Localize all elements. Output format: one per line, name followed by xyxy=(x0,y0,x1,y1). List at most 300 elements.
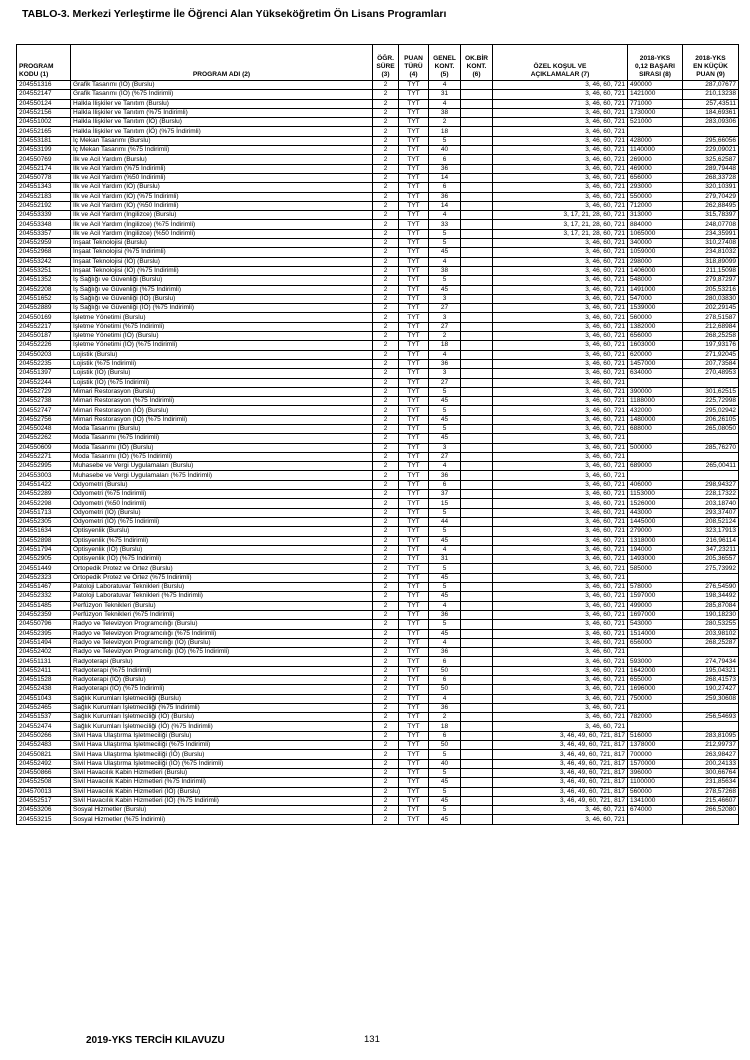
okbir-quota-cell xyxy=(461,610,493,619)
program-name-cell: Grafik Tasarımı (İÖ) (%75 İndirimli) xyxy=(71,90,373,99)
general-quota-cell: 36 xyxy=(429,703,461,712)
program-code-cell: 204552359 xyxy=(17,610,71,619)
success-rank-cell: 293000 xyxy=(628,183,683,192)
table-header-row xyxy=(17,45,739,81)
program-code-cell: 204551002 xyxy=(17,118,71,127)
table-row xyxy=(17,508,739,517)
okbir-quota-cell xyxy=(461,462,493,471)
okbir-quota-cell xyxy=(461,127,493,136)
min-score-cell: 320,10391 xyxy=(683,183,739,192)
score-type-cell: TYT xyxy=(399,341,429,350)
success-rank-cell: 1378000 xyxy=(628,741,683,750)
program-code-cell: 204550203 xyxy=(17,350,71,359)
success-rank-cell: 547000 xyxy=(628,294,683,303)
success-rank-cell: 1514000 xyxy=(628,629,683,638)
min-score-cell: 200,24133 xyxy=(683,759,739,768)
duration-cell: 2 xyxy=(373,397,399,406)
success-rank-cell: 1539000 xyxy=(628,304,683,313)
program-name-cell: Radyo ve Televizyon Programcılığı (Burslu) xyxy=(71,620,373,629)
program-code-cell: 204552465 xyxy=(17,703,71,712)
score-type-cell: TYT xyxy=(399,815,429,824)
table-row xyxy=(17,127,739,136)
general-quota-cell: 4 xyxy=(429,545,461,554)
general-quota-cell: 27 xyxy=(429,322,461,331)
program-code-cell: 204551494 xyxy=(17,638,71,647)
program-name-cell: Optisyenlik (%75 İndirimli) xyxy=(71,536,373,545)
general-quota-cell: 45 xyxy=(429,815,461,824)
program-name-cell: Moda Tasarımı (%75 İndirimli) xyxy=(71,434,373,443)
header-min-score: 2018-YKS EN KÜÇÜK PUAN (9) xyxy=(683,45,739,81)
min-score-cell: 279,70429 xyxy=(683,192,739,201)
table-row xyxy=(17,415,739,424)
notes-cell: 3, 46, 60, 721 xyxy=(493,192,628,201)
success-rank-cell: 428000 xyxy=(628,136,683,145)
okbir-quota-cell xyxy=(461,220,493,229)
program-code-cell: 204552332 xyxy=(17,592,71,601)
program-code-cell: 204552208 xyxy=(17,285,71,294)
duration-cell: 2 xyxy=(373,806,399,815)
okbir-quota-cell xyxy=(461,322,493,331)
notes-cell: 3, 46, 60, 721 xyxy=(493,415,628,424)
min-score-cell: 234,81032 xyxy=(683,248,739,257)
min-score-cell xyxy=(683,452,739,461)
table-row xyxy=(17,443,739,452)
score-type-cell: TYT xyxy=(399,620,429,629)
table-row xyxy=(17,90,739,99)
min-score-cell: 285,76270 xyxy=(683,443,739,452)
score-type-cell: TYT xyxy=(399,490,429,499)
duration-cell: 2 xyxy=(373,146,399,155)
duration-cell: 2 xyxy=(373,638,399,647)
program-name-cell: Sivil Havacılık Kabin Hizmetleri (İÖ) (%75 İndirimli) xyxy=(71,796,373,805)
general-quota-cell: 36 xyxy=(429,648,461,657)
min-score-cell: 271,92045 xyxy=(683,350,739,359)
table-row xyxy=(17,146,739,155)
success-rank-cell xyxy=(628,434,683,443)
program-code-cell: 204553003 xyxy=(17,471,71,480)
duration-cell: 2 xyxy=(373,648,399,657)
score-type-cell: TYT xyxy=(399,583,429,592)
min-score-cell: 205,53216 xyxy=(683,285,739,294)
min-score-cell: 268,25287 xyxy=(683,638,739,647)
min-score-cell: 280,03830 xyxy=(683,294,739,303)
score-type-cell: TYT xyxy=(399,183,429,192)
okbir-quota-cell xyxy=(461,815,493,824)
score-type-cell: TYT xyxy=(399,248,429,257)
success-rank-cell: 655000 xyxy=(628,676,683,685)
success-rank-cell: 432000 xyxy=(628,406,683,415)
table-row xyxy=(17,369,739,378)
min-score-cell: 212,99737 xyxy=(683,741,739,750)
success-rank-cell: 390000 xyxy=(628,387,683,396)
score-type-cell: TYT xyxy=(399,787,429,796)
okbir-quota-cell xyxy=(461,108,493,117)
general-quota-cell: 5 xyxy=(429,620,461,629)
score-type-cell: TYT xyxy=(399,81,429,90)
program-code-cell: 204551043 xyxy=(17,694,71,703)
general-quota-cell: 6 xyxy=(429,676,461,685)
duration-cell: 2 xyxy=(373,471,399,480)
success-rank-cell: 1493000 xyxy=(628,555,683,564)
success-rank-cell: 1100000 xyxy=(628,778,683,787)
program-code-cell: 204552192 xyxy=(17,201,71,210)
general-quota-cell: 45 xyxy=(429,778,461,787)
general-quota-cell: 18 xyxy=(429,341,461,350)
notes-cell: 3, 46, 60, 721 xyxy=(493,294,628,303)
program-name-cell: İnşaat Teknolojisi (Burslu) xyxy=(71,239,373,248)
duration-cell: 2 xyxy=(373,192,399,201)
notes-cell: 3, 46, 60, 721 xyxy=(493,173,628,182)
score-type-cell: TYT xyxy=(399,406,429,415)
notes-cell: 3, 46, 60, 721 xyxy=(493,276,628,285)
notes-cell: 3, 46, 60, 721 xyxy=(493,434,628,443)
score-type-cell: TYT xyxy=(399,99,429,108)
duration-cell: 2 xyxy=(373,778,399,787)
min-score-cell: 195,04321 xyxy=(683,666,739,675)
min-score-cell: 285,87084 xyxy=(683,601,739,610)
score-type-cell: TYT xyxy=(399,685,429,694)
program-name-cell: Halkla İlişkiler ve Tanıtım (İÖ) (Burslu) xyxy=(71,118,373,127)
duration-cell: 2 xyxy=(373,759,399,768)
notes-cell: 3, 46, 60, 721 xyxy=(493,359,628,368)
duration-cell: 2 xyxy=(373,276,399,285)
general-quota-cell: 40 xyxy=(429,146,461,155)
okbir-quota-cell xyxy=(461,266,493,275)
program-code-cell: 204552244 xyxy=(17,378,71,387)
duration-cell: 2 xyxy=(373,229,399,238)
score-type-cell: TYT xyxy=(399,778,429,787)
duration-cell: 2 xyxy=(373,434,399,443)
program-code-cell: 204552226 xyxy=(17,341,71,350)
notes-cell: 3, 46, 60, 721 xyxy=(493,676,628,685)
duration-cell: 2 xyxy=(373,220,399,229)
general-quota-cell: 45 xyxy=(429,592,461,601)
notes-cell: 3, 46, 49, 60, 721, 817 xyxy=(493,796,628,805)
table-row xyxy=(17,555,739,564)
table-row xyxy=(17,471,739,480)
notes-cell: 3, 46, 60, 721 xyxy=(493,564,628,573)
okbir-quota-cell xyxy=(461,796,493,805)
score-type-cell: TYT xyxy=(399,434,429,443)
program-name-cell: İlk ve Acil Yardım (İngilizce) (%50 İndirimli) xyxy=(71,229,373,238)
min-score-cell xyxy=(683,815,739,824)
notes-cell: 3, 46, 60, 721 xyxy=(493,443,628,452)
guide-footer: 2019-YKS TERCİH KILAVUZU xyxy=(86,1035,225,1046)
okbir-quota-cell xyxy=(461,722,493,731)
score-type-cell: TYT xyxy=(399,703,429,712)
okbir-quota-cell xyxy=(461,332,493,341)
general-quota-cell: 50 xyxy=(429,685,461,694)
success-rank-cell: 279000 xyxy=(628,527,683,536)
success-rank-cell: 550000 xyxy=(628,192,683,201)
table-row xyxy=(17,517,739,526)
program-name-cell: İç Mekan Tasarımı (Burslu) xyxy=(71,136,373,145)
program-code-cell: 204552889 xyxy=(17,304,71,313)
success-rank-cell: 1642000 xyxy=(628,666,683,675)
table-row xyxy=(17,304,739,313)
notes-cell: 3, 46, 60, 721 xyxy=(493,471,628,480)
min-score-cell: 211,15098 xyxy=(683,266,739,275)
duration-cell: 2 xyxy=(373,201,399,210)
min-score-cell: 295,66056 xyxy=(683,136,739,145)
score-type-cell: TYT xyxy=(399,136,429,145)
okbir-quota-cell xyxy=(461,192,493,201)
okbir-quota-cell xyxy=(461,545,493,554)
score-type-cell: TYT xyxy=(399,387,429,396)
min-score-cell: 325,62587 xyxy=(683,155,739,164)
notes-cell: 3, 46, 60, 721 xyxy=(493,480,628,489)
okbir-quota-cell xyxy=(461,350,493,359)
success-rank-cell: 1065000 xyxy=(628,229,683,238)
table-row xyxy=(17,499,739,508)
duration-cell: 2 xyxy=(373,424,399,433)
duration-cell: 2 xyxy=(373,731,399,740)
general-quota-cell: 5 xyxy=(429,583,461,592)
score-type-cell: TYT xyxy=(399,741,429,750)
success-rank-cell: 469000 xyxy=(628,164,683,173)
score-type-cell: TYT xyxy=(399,350,429,359)
program-name-cell: Sivil Hava Ulaştırma İşletmeciliği (İÖ) (Burslu) xyxy=(71,750,373,759)
program-name-cell: Sivil Havacılık Kabin Hizmetleri (Burslu) xyxy=(71,768,373,777)
general-quota-cell: 31 xyxy=(429,555,461,564)
success-rank-cell xyxy=(628,378,683,387)
okbir-quota-cell xyxy=(461,573,493,582)
okbir-quota-cell xyxy=(461,452,493,461)
notes-cell: 3, 46, 60, 721 xyxy=(493,118,628,127)
program-code-cell: 204552492 xyxy=(17,759,71,768)
score-type-cell: TYT xyxy=(399,806,429,815)
min-score-cell: 301,62515 xyxy=(683,387,739,396)
min-score-cell xyxy=(683,434,739,443)
table-row xyxy=(17,211,739,220)
program-name-cell: Halkla İlişkiler ve Tanıtım (%75 İndirimli) xyxy=(71,108,373,117)
general-quota-cell: 6 xyxy=(429,731,461,740)
general-quota-cell: 18 xyxy=(429,127,461,136)
okbir-quota-cell xyxy=(461,731,493,740)
success-rank-cell: 543000 xyxy=(628,620,683,629)
program-name-cell: Lojistik (%75 İndirimli) xyxy=(71,359,373,368)
program-name-cell: İşletme Yönetimi (Burslu) xyxy=(71,313,373,322)
min-score-cell: 198,34492 xyxy=(683,592,739,601)
score-type-cell: TYT xyxy=(399,722,429,731)
duration-cell: 2 xyxy=(373,164,399,173)
program-code-cell: 204552323 xyxy=(17,573,71,582)
success-rank-cell xyxy=(628,648,683,657)
table-row xyxy=(17,294,739,303)
score-type-cell: TYT xyxy=(399,648,429,657)
program-name-cell: Muhasebe ve Vergi Uygulamaları (%75 İndirimli) xyxy=(71,471,373,480)
min-score-cell xyxy=(683,722,739,731)
general-quota-cell: 27 xyxy=(429,304,461,313)
min-score-cell: 276,54590 xyxy=(683,583,739,592)
general-quota-cell: 36 xyxy=(429,610,461,619)
notes-cell: 3, 46, 60, 721 xyxy=(493,462,628,471)
table-row xyxy=(17,592,739,601)
program-code-cell: 204552905 xyxy=(17,555,71,564)
success-rank-cell: 578000 xyxy=(628,583,683,592)
min-score-cell: 268,25258 xyxy=(683,332,739,341)
notes-cell: 3, 46, 60, 721 xyxy=(493,583,628,592)
success-rank-cell xyxy=(628,703,683,712)
score-type-cell: TYT xyxy=(399,211,429,220)
score-type-cell: TYT xyxy=(399,564,429,573)
general-quota-cell: 40 xyxy=(429,759,461,768)
table-row xyxy=(17,462,739,471)
min-score-cell: 274,79434 xyxy=(683,657,739,666)
success-rank-cell: 689000 xyxy=(628,462,683,471)
duration-cell: 2 xyxy=(373,527,399,536)
program-name-cell: İlk ve Acil Yardım (Burslu) xyxy=(71,155,373,164)
duration-cell: 2 xyxy=(373,211,399,220)
score-type-cell: TYT xyxy=(399,592,429,601)
min-score-cell: 190,27427 xyxy=(683,685,739,694)
score-type-cell: TYT xyxy=(399,536,429,545)
header-score-type: PUAN TÜRÜ (4) xyxy=(399,45,429,81)
success-rank-cell: 499000 xyxy=(628,601,683,610)
program-name-cell: Mimari Restorasyon (Burslu) xyxy=(71,387,373,396)
success-rank-cell: 771000 xyxy=(628,99,683,108)
program-code-cell: 204552898 xyxy=(17,536,71,545)
program-code-cell: 204553181 xyxy=(17,136,71,145)
success-rank-cell: 750000 xyxy=(628,694,683,703)
table-row xyxy=(17,164,739,173)
min-score-cell: 228,17322 xyxy=(683,490,739,499)
program-name-cell: Grafik Tasarımı (İÖ) (Burslu) xyxy=(71,81,373,90)
duration-cell: 2 xyxy=(373,173,399,182)
success-rank-cell: 1188000 xyxy=(628,397,683,406)
program-code-cell: 204552271 xyxy=(17,452,71,461)
program-code-cell: 204551422 xyxy=(17,480,71,489)
general-quota-cell: 6 xyxy=(429,183,461,192)
general-quota-cell: 45 xyxy=(429,573,461,582)
notes-cell: 3, 46, 60, 721 xyxy=(493,313,628,322)
general-quota-cell: 4 xyxy=(429,81,461,90)
duration-cell: 2 xyxy=(373,359,399,368)
score-type-cell: TYT xyxy=(399,276,429,285)
program-code-cell: 204552183 xyxy=(17,192,71,201)
success-rank-cell: 298000 xyxy=(628,257,683,266)
min-score-cell xyxy=(683,648,739,657)
general-quota-cell: 4 xyxy=(429,99,461,108)
program-code-cell: 204550609 xyxy=(17,443,71,452)
program-name-cell: Halkla İlişkiler ve Tanıtım (İÖ) (%75 İndirimli) xyxy=(71,127,373,136)
okbir-quota-cell xyxy=(461,666,493,675)
success-rank-cell: 620000 xyxy=(628,350,683,359)
okbir-quota-cell xyxy=(461,173,493,182)
duration-cell: 2 xyxy=(373,564,399,573)
success-rank-cell: 560000 xyxy=(628,313,683,322)
okbir-quota-cell xyxy=(461,276,493,285)
score-type-cell: TYT xyxy=(399,239,429,248)
success-rank-cell: 1059000 xyxy=(628,248,683,257)
program-code-cell: 204550248 xyxy=(17,424,71,433)
duration-cell: 2 xyxy=(373,387,399,396)
success-rank-cell: 593000 xyxy=(628,657,683,666)
general-quota-cell: 50 xyxy=(429,666,461,675)
program-name-cell: Moda Tasarımı (İÖ) (%75 İndirimli) xyxy=(71,452,373,461)
table-row xyxy=(17,741,739,750)
duration-cell: 2 xyxy=(373,406,399,415)
notes-cell: 3, 46, 60, 721 xyxy=(493,164,628,173)
notes-cell: 3, 46, 60, 721 xyxy=(493,592,628,601)
table-row xyxy=(17,703,739,712)
notes-cell: 3, 46, 60, 721 xyxy=(493,685,628,694)
duration-cell: 2 xyxy=(373,155,399,164)
duration-cell: 2 xyxy=(373,666,399,675)
score-type-cell: TYT xyxy=(399,424,429,433)
min-score-cell: 262,88495 xyxy=(683,201,739,210)
duration-cell: 2 xyxy=(373,341,399,350)
okbir-quota-cell xyxy=(461,90,493,99)
general-quota-cell: 2 xyxy=(429,332,461,341)
program-name-cell: İnşaat Teknolojisi (İÖ) (Burslu) xyxy=(71,257,373,266)
notes-cell: 3, 46, 60, 721 xyxy=(493,155,628,164)
okbir-quota-cell xyxy=(461,146,493,155)
header-success-rank: 2018-YKS 0,12 BAŞARI SIRASI (8) xyxy=(628,45,683,81)
table-row xyxy=(17,118,739,127)
notes-cell: 3, 46, 60, 721 xyxy=(493,620,628,629)
program-code-cell: 204550866 xyxy=(17,768,71,777)
program-code-cell: 204552474 xyxy=(17,722,71,731)
program-name-cell: Sosyal Hizmetler (Burslu) xyxy=(71,806,373,815)
notes-cell: 3, 46, 60, 721 xyxy=(493,573,628,582)
program-name-cell: Radyoterapi (%75 İndirimli) xyxy=(71,666,373,675)
duration-cell: 2 xyxy=(373,768,399,777)
table-row xyxy=(17,787,739,796)
program-name-cell: Optisyenlik (İÖ) (%75 İndirimli) xyxy=(71,555,373,564)
success-rank-cell: 656000 xyxy=(628,638,683,647)
okbir-quota-cell xyxy=(461,601,493,610)
notes-cell: 3, 46, 60, 721 xyxy=(493,397,628,406)
duration-cell: 2 xyxy=(373,480,399,489)
table-row xyxy=(17,341,739,350)
general-quota-cell: 4 xyxy=(429,601,461,610)
table-row xyxy=(17,313,739,322)
header-general-quota: GENEL KONT. (5) xyxy=(429,45,461,81)
duration-cell: 2 xyxy=(373,452,399,461)
score-type-cell: TYT xyxy=(399,601,429,610)
table-row xyxy=(17,713,739,722)
general-quota-cell: 45 xyxy=(429,285,461,294)
program-name-cell: Sivil Havacılık Kabin Hizmetleri (İÖ) (Burslu) xyxy=(71,787,373,796)
notes-cell: 3, 46, 60, 721 xyxy=(493,146,628,155)
duration-cell: 2 xyxy=(373,592,399,601)
min-score-cell: 259,30608 xyxy=(683,694,739,703)
duration-cell: 2 xyxy=(373,787,399,796)
notes-cell: 3, 46, 60, 721 xyxy=(493,648,628,657)
notes-cell: 3, 46, 60, 721 xyxy=(493,713,628,722)
program-code-cell: 204552738 xyxy=(17,397,71,406)
success-rank-cell: 1480000 xyxy=(628,415,683,424)
okbir-quota-cell xyxy=(461,778,493,787)
success-rank-cell: 782000 xyxy=(628,713,683,722)
general-quota-cell: 5 xyxy=(429,527,461,536)
score-type-cell: TYT xyxy=(399,201,429,210)
program-code-cell: 204552147 xyxy=(17,90,71,99)
table-row xyxy=(17,434,739,443)
program-name-cell: Odyometri (Burslu) xyxy=(71,480,373,489)
general-quota-cell: 31 xyxy=(429,90,461,99)
okbir-quota-cell xyxy=(461,164,493,173)
notes-cell: 3, 46, 60, 721 xyxy=(493,127,628,136)
program-code-cell: 204552747 xyxy=(17,406,71,415)
okbir-quota-cell xyxy=(461,434,493,443)
min-score-cell: 280,53255 xyxy=(683,620,739,629)
table-row xyxy=(17,610,739,619)
duration-cell: 2 xyxy=(373,313,399,322)
score-type-cell: TYT xyxy=(399,443,429,452)
program-name-cell: Patoloji Laboratuvar Teknikleri (Burslu) xyxy=(71,583,373,592)
